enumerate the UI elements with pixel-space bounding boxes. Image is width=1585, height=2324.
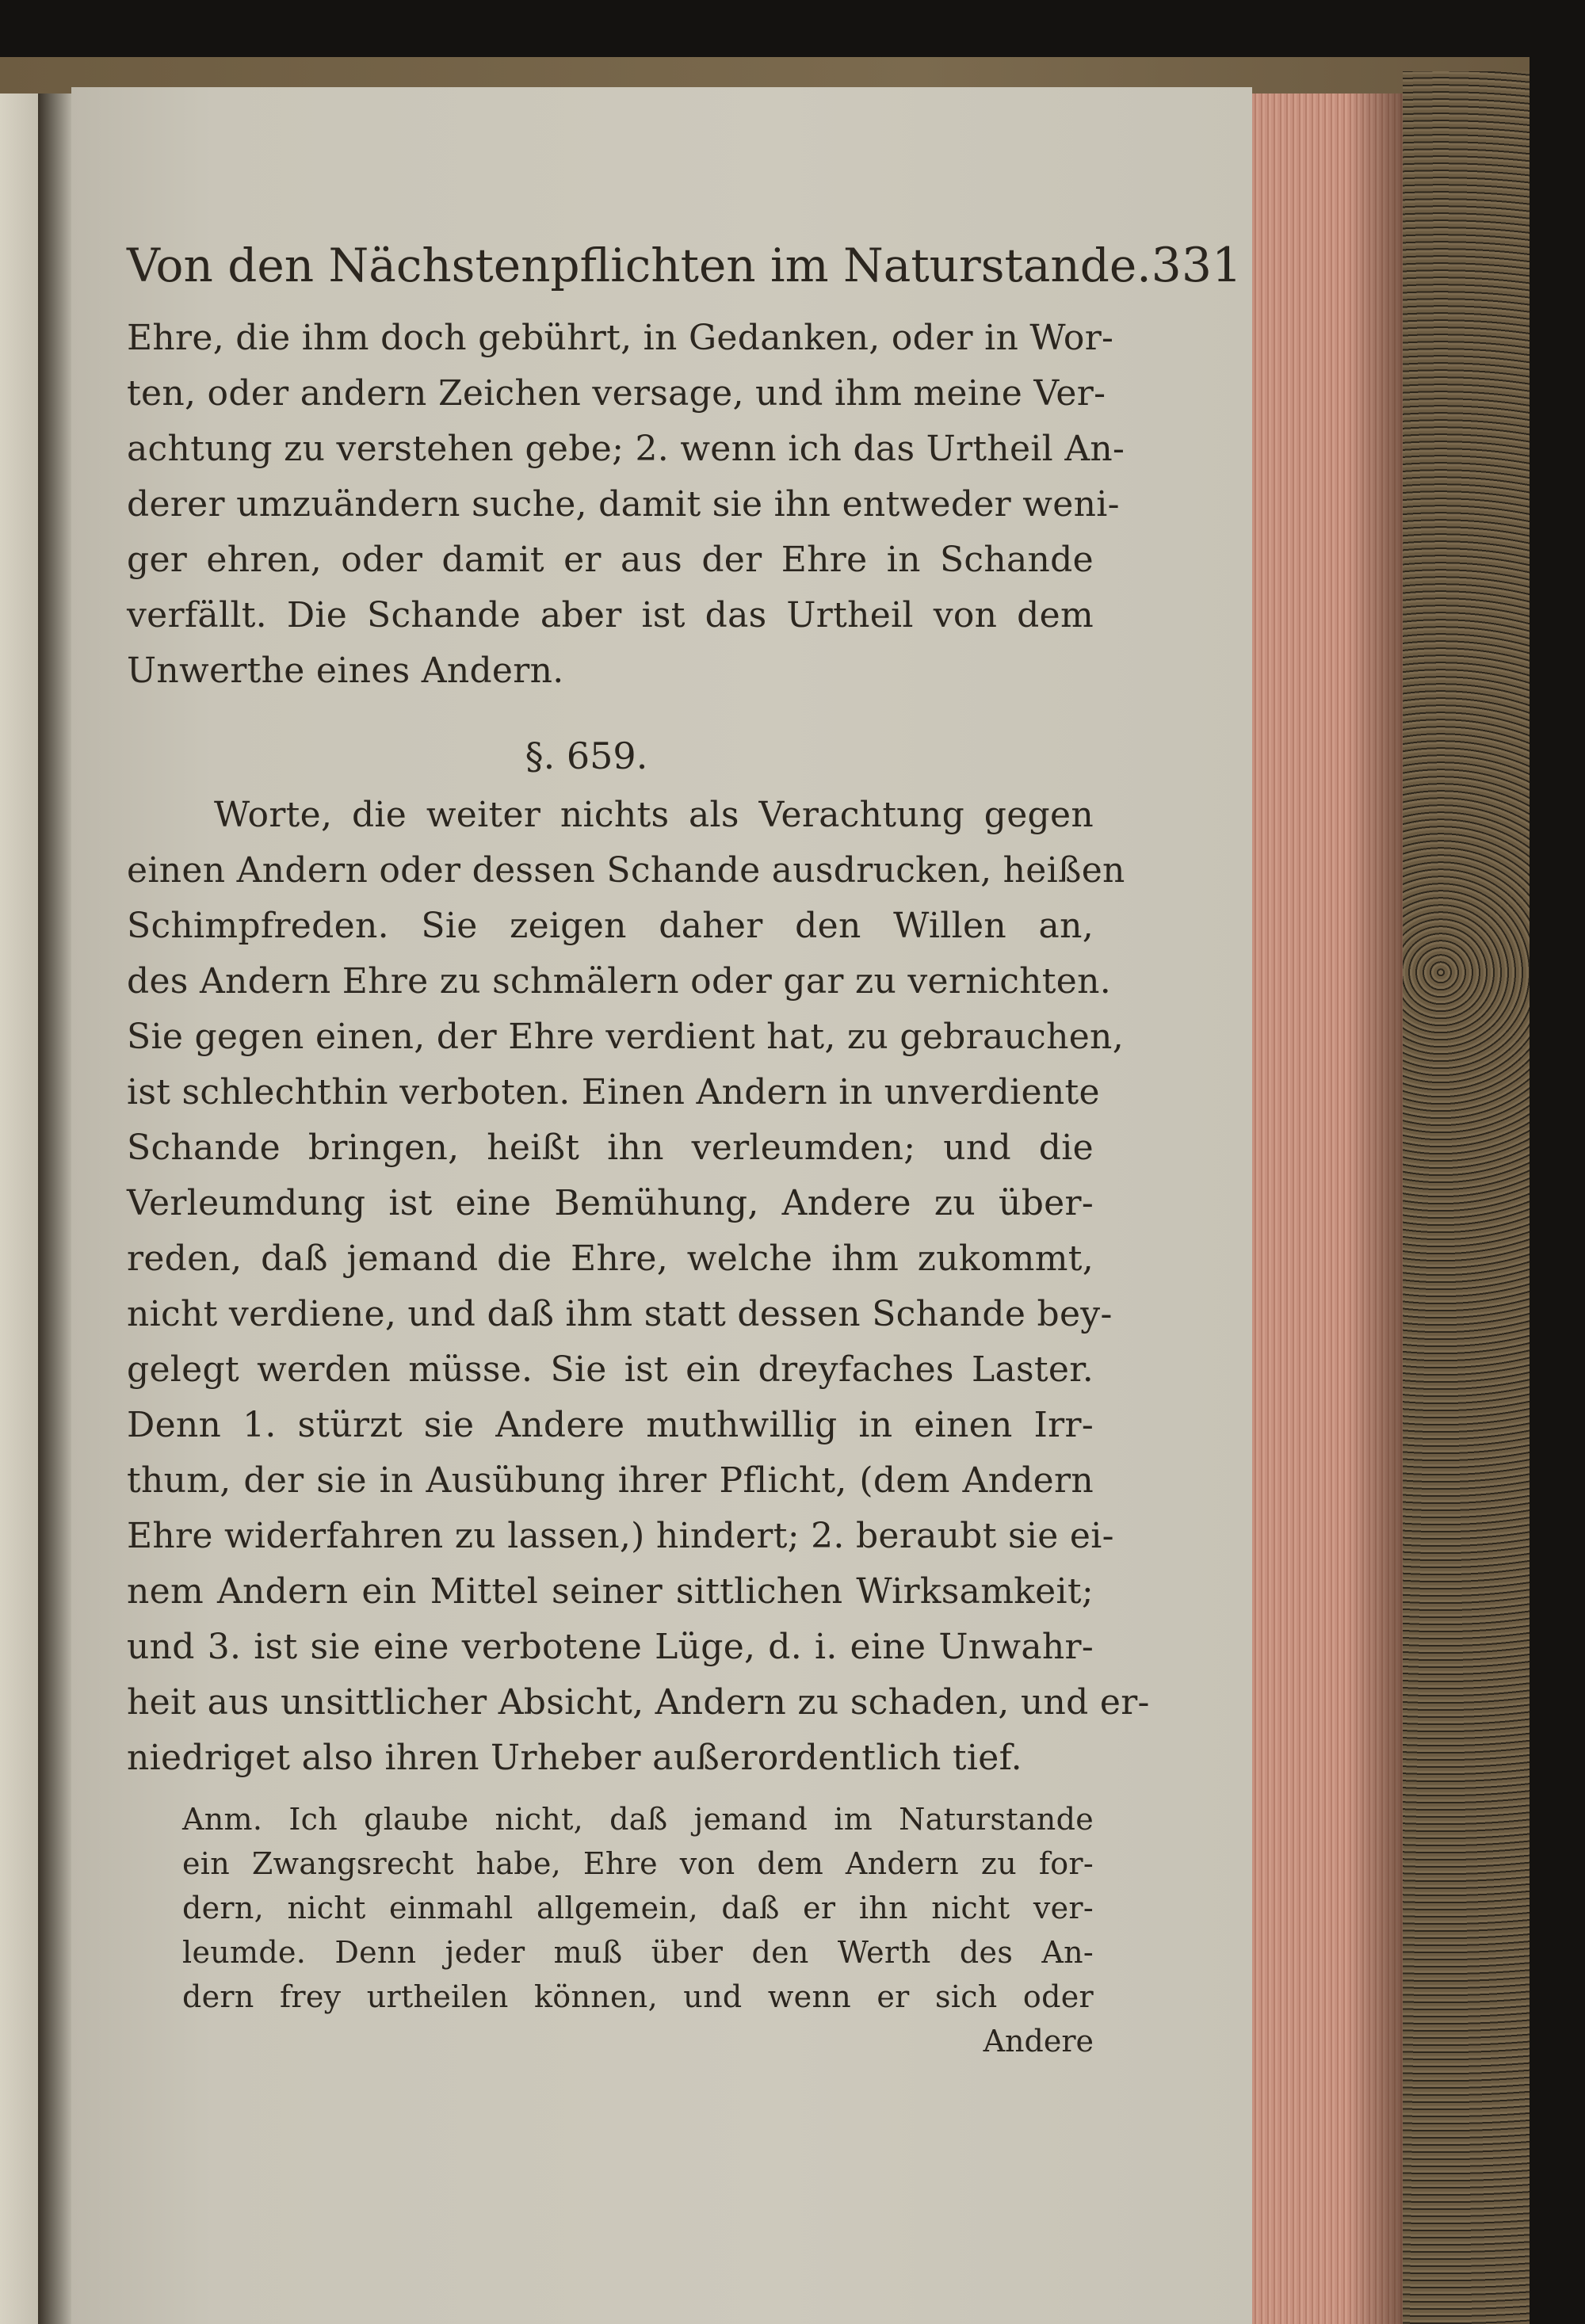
text-line: verfällt. Die Schande aber ist das Urtheil von dem [127, 595, 1094, 635]
text-line: niedriget also ihren Urheber außerordentlich tief. [127, 1738, 1022, 1778]
text-line: Ehre, die ihm doch gebührt, in Gedanken, oder in Wor- [127, 318, 1114, 358]
note-line: Anm. Ich glaube nicht, daß jemand im Naturstande [182, 1802, 1094, 1837]
page-text [127, 238, 1243, 2063]
text-line: reden, daß jemand die Ehre, welche ihm zukommt, [127, 1238, 1094, 1279]
text-line: Unwerthe eines Andern. [127, 651, 564, 691]
text-line: heit aus unsittlicher Absicht, Andern zu schaden, und er- [127, 1682, 1150, 1723]
text-line: ten, oder andern Zeichen versage, und ihm meine Ver- [127, 373, 1106, 414]
text-line: nem Andern ein Mittel seiner sittlichen Wirksamkeit; [127, 1571, 1094, 1612]
text-line: Denn 1. stürzt sie Andere muthwillig in einen Irr- [127, 1405, 1094, 1445]
note-line: ein Zwangsrecht habe, Ehre von dem Andern zu for- [182, 1846, 1094, 1881]
running-header [127, 238, 1243, 293]
paragraph-continued [127, 311, 1125, 699]
text-line: Schande bringen, heißt ihn verleumden; und die [127, 1128, 1094, 1168]
section-heading: §. 659. [525, 735, 648, 777]
text-line: Schimpfreden. Sie zeigen daher den Willen an, [127, 906, 1094, 946]
text-line: ist schlechthin verboten. Einen Andern in unverdiente [127, 1072, 1100, 1112]
text-line: und 3. ist sie eine verbotene Lüge, d. i. eine Unwahr- [127, 1627, 1094, 1667]
text-line: nicht verdiene, und daß ihm statt dessen Schande bey- [127, 1294, 1113, 1334]
text-line: Ehre widerfahren zu lassen,) hindert; 2. beraubt sie ei- [127, 1516, 1114, 1556]
text-line: derer umzuändern suche, damit sie ihn entweder weni- [127, 484, 1120, 525]
text-line: Verleumdung ist eine Bemühung, Andere zu über- [127, 1183, 1094, 1223]
text-line: einen Andern oder dessen Schande ausdrucken, heißen [127, 850, 1125, 891]
text-line: gelegt werden müsse. Sie ist ein dreyfaches Laster. [127, 1349, 1094, 1390]
page-number: 331 [1151, 238, 1243, 293]
note-line: leumde. Denn jeder muß über den Werth des An- [182, 1935, 1094, 1970]
book-gutter [38, 93, 71, 2324]
book-cover-speckled-edge [1403, 71, 1530, 2324]
text-line: thum, der sie in Ausübung ihrer Pflicht, (dem Andern [127, 1460, 1094, 1501]
text-line: Worte, die weiter nichts als Verachtung gegen [214, 795, 1094, 835]
note-line: dern frey urtheilen können, und wenn er sich oder [182, 1979, 1094, 2014]
facing-page-edge [0, 93, 40, 2324]
annotation-note [127, 1797, 1094, 2063]
running-head-title: Von den Nächstenpflichten im Naturstande. [127, 239, 1152, 292]
page-block-shadow [1347, 93, 1403, 2324]
paragraph-section-659 [127, 788, 1150, 1786]
catchword: Andere [983, 2024, 1094, 2059]
text-line: Sie gegen einen, der Ehre verdient hat, zu gebrauchen, [127, 1017, 1124, 1057]
note-line: dern, nicht einmahl allgemein, daß er ihn nicht ver- [182, 1891, 1094, 1925]
text-line: achtung zu verstehen gebe; 2. wenn ich das Urtheil An- [127, 429, 1125, 469]
text-line: des Andern Ehre zu schmälern oder gar zu vernichten. [127, 961, 1112, 1002]
text-line: ger ehren, oder damit er aus der Ehre in Schande [127, 540, 1094, 580]
